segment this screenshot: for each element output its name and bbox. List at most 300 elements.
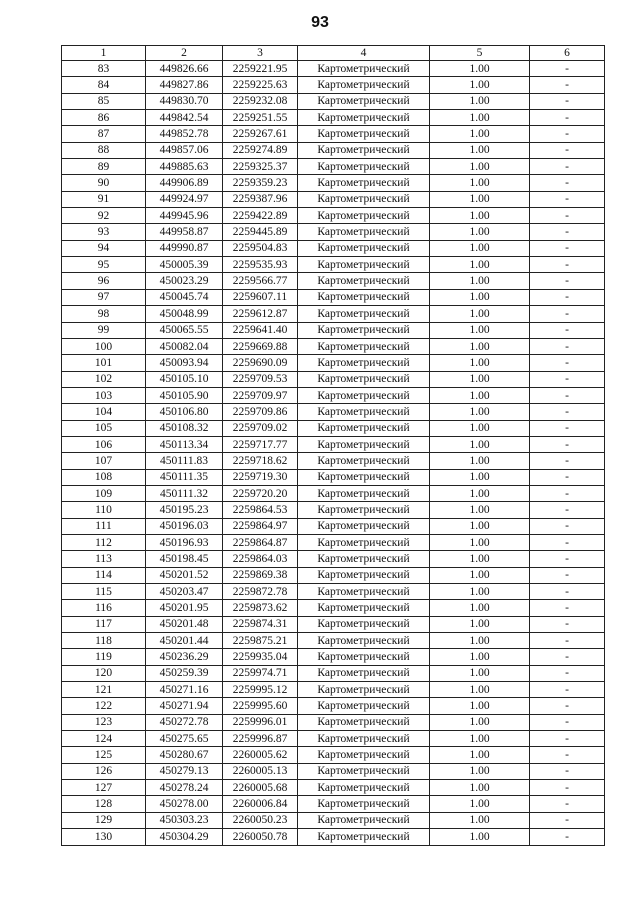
table-row [62, 306, 605, 322]
cell-x-coordinate: 449830.70 [146, 93, 223, 109]
table-row [62, 240, 605, 256]
cell-accuracy: 1.00 [430, 584, 530, 600]
cell-accuracy: 1.00 [430, 355, 530, 371]
table-row [62, 371, 605, 387]
cell-method: Картометрический [298, 273, 430, 289]
cell-method: Картометрический [298, 142, 430, 158]
cell-note: - [530, 289, 605, 305]
table-row [62, 796, 605, 812]
cell-method: Картометрический [298, 518, 430, 534]
cell-accuracy: 1.00 [430, 616, 530, 632]
cell-accuracy: 1.00 [430, 436, 530, 452]
table-row [62, 453, 605, 469]
cell-note: - [530, 126, 605, 142]
cell-x-coordinate: 450271.16 [146, 682, 223, 698]
cell-accuracy: 1.00 [430, 61, 530, 77]
cell-note: - [530, 453, 605, 469]
cell-note: - [530, 208, 605, 224]
cell-note: - [530, 469, 605, 485]
cell-note: - [530, 763, 605, 779]
cell-point-number: 120 [62, 665, 146, 681]
cell-accuracy: 1.00 [430, 747, 530, 763]
cell-note: - [530, 404, 605, 420]
cell-note: - [530, 518, 605, 534]
cell-note: - [530, 93, 605, 109]
cell-y-coordinate: 2259225.63 [223, 77, 298, 93]
cell-method: Картометрический [298, 420, 430, 436]
cell-x-coordinate: 450278.24 [146, 780, 223, 796]
coordinates-table [61, 45, 605, 846]
cell-accuracy: 1.00 [430, 420, 530, 436]
cell-point-number: 126 [62, 763, 146, 779]
cell-point-number: 101 [62, 355, 146, 371]
cell-x-coordinate: 449827.86 [146, 77, 223, 93]
cell-method: Картометрический [298, 812, 430, 828]
cell-x-coordinate: 449885.63 [146, 159, 223, 175]
cell-x-coordinate: 450259.39 [146, 665, 223, 681]
cell-note: - [530, 257, 605, 273]
cell-accuracy: 1.00 [430, 551, 530, 567]
table-row [62, 731, 605, 747]
cell-point-number: 119 [62, 649, 146, 665]
cell-y-coordinate: 2259422.89 [223, 208, 298, 224]
cell-y-coordinate: 2259612.87 [223, 306, 298, 322]
table-row [62, 191, 605, 207]
cell-method: Картометрический [298, 551, 430, 567]
cell-y-coordinate: 2260050.23 [223, 812, 298, 828]
cell-x-coordinate: 450105.10 [146, 371, 223, 387]
cell-note: - [530, 796, 605, 812]
cell-y-coordinate: 2259873.62 [223, 600, 298, 616]
table-row [62, 502, 605, 518]
cell-point-number: 124 [62, 731, 146, 747]
cell-method: Картометрический [298, 649, 430, 665]
cell-y-coordinate: 2259359.23 [223, 175, 298, 191]
cell-x-coordinate: 449958.87 [146, 224, 223, 240]
cell-y-coordinate: 2259504.83 [223, 240, 298, 256]
cell-point-number: 109 [62, 485, 146, 501]
cell-note: - [530, 420, 605, 436]
cell-note: - [530, 485, 605, 501]
cell-note: - [530, 600, 605, 616]
cell-accuracy: 1.00 [430, 273, 530, 289]
cell-accuracy: 1.00 [430, 812, 530, 828]
cell-x-coordinate: 450111.83 [146, 453, 223, 469]
cell-method: Картометрический [298, 126, 430, 142]
cell-y-coordinate: 2259669.88 [223, 338, 298, 354]
cell-point-number: 105 [62, 420, 146, 436]
cell-x-coordinate: 450272.78 [146, 714, 223, 730]
cell-accuracy: 1.00 [430, 306, 530, 322]
cell-x-coordinate: 449852.78 [146, 126, 223, 142]
cell-method: Картометрический [298, 110, 430, 126]
cell-point-number: 85 [62, 93, 146, 109]
cell-method: Картометрический [298, 191, 430, 207]
cell-x-coordinate: 450023.29 [146, 273, 223, 289]
cell-point-number: 103 [62, 387, 146, 403]
cell-note: - [530, 322, 605, 338]
cell-accuracy: 1.00 [430, 208, 530, 224]
table-row [62, 600, 605, 616]
cell-note: - [530, 355, 605, 371]
cell-accuracy: 1.00 [430, 567, 530, 583]
cell-y-coordinate: 2259566.77 [223, 273, 298, 289]
cell-point-number: 100 [62, 338, 146, 354]
cell-method: Картометрический [298, 633, 430, 649]
cell-accuracy: 1.00 [430, 224, 530, 240]
cell-y-coordinate: 2259690.09 [223, 355, 298, 371]
cell-note: - [530, 191, 605, 207]
cell-method: Картометрический [298, 453, 430, 469]
cell-method: Картометрический [298, 257, 430, 273]
cell-y-coordinate: 2259274.89 [223, 142, 298, 158]
cell-point-number: 111 [62, 518, 146, 534]
cell-accuracy: 1.00 [430, 469, 530, 485]
cell-y-coordinate: 2259869.38 [223, 567, 298, 583]
table-row [62, 665, 605, 681]
cell-method: Картометрический [298, 387, 430, 403]
cell-note: - [530, 780, 605, 796]
cell-note: - [530, 387, 605, 403]
cell-method: Картометрический [298, 714, 430, 730]
cell-point-number: 130 [62, 829, 146, 845]
cell-y-coordinate: 2259267.61 [223, 126, 298, 142]
cell-point-number: 106 [62, 436, 146, 452]
cell-note: - [530, 306, 605, 322]
cell-accuracy: 1.00 [430, 126, 530, 142]
cell-point-number: 121 [62, 682, 146, 698]
cell-x-coordinate: 450195.23 [146, 502, 223, 518]
cell-point-number: 125 [62, 747, 146, 763]
cell-method: Картометрический [298, 306, 430, 322]
cell-note: - [530, 240, 605, 256]
cell-point-number: 97 [62, 289, 146, 305]
cell-point-number: 116 [62, 600, 146, 616]
cell-note: - [530, 436, 605, 452]
cell-x-coordinate: 450304.29 [146, 829, 223, 845]
cell-y-coordinate: 2260005.62 [223, 747, 298, 763]
cell-point-number: 95 [62, 257, 146, 273]
cell-method: Картометрический [298, 371, 430, 387]
cell-note: - [530, 616, 605, 632]
table-row [62, 829, 605, 845]
cell-note: - [530, 224, 605, 240]
cell-y-coordinate: 2260006.84 [223, 796, 298, 812]
cell-point-number: 94 [62, 240, 146, 256]
cell-method: Картометрический [298, 780, 430, 796]
table-row [62, 404, 605, 420]
cell-accuracy: 1.00 [430, 665, 530, 681]
cell-y-coordinate: 2259996.01 [223, 714, 298, 730]
table-body [62, 61, 605, 846]
cell-point-number: 108 [62, 469, 146, 485]
cell-method: Картометрический [298, 61, 430, 77]
cell-note: - [530, 649, 605, 665]
cell-method: Картометрический [298, 436, 430, 452]
cell-note: - [530, 338, 605, 354]
cell-accuracy: 1.00 [430, 453, 530, 469]
cell-method: Картометрический [298, 240, 430, 256]
cell-x-coordinate: 450106.80 [146, 404, 223, 420]
cell-x-coordinate: 450196.93 [146, 534, 223, 550]
cell-accuracy: 1.00 [430, 387, 530, 403]
page-number: 93 [311, 14, 329, 31]
cell-x-coordinate: 450279.13 [146, 763, 223, 779]
cell-note: - [530, 77, 605, 93]
table-row [62, 420, 605, 436]
cell-accuracy: 1.00 [430, 534, 530, 550]
cell-accuracy: 1.00 [430, 191, 530, 207]
cell-y-coordinate: 2260050.78 [223, 829, 298, 845]
cell-x-coordinate: 450045.74 [146, 289, 223, 305]
cell-y-coordinate: 2259387.96 [223, 191, 298, 207]
cell-x-coordinate: 450105.90 [146, 387, 223, 403]
cell-y-coordinate: 2259719.30 [223, 469, 298, 485]
header-col-6: 6 [530, 46, 605, 61]
cell-x-coordinate: 450280.67 [146, 747, 223, 763]
cell-point-number: 88 [62, 142, 146, 158]
cell-point-number: 84 [62, 77, 146, 93]
cell-y-coordinate: 2259874.31 [223, 616, 298, 632]
table-row [62, 110, 605, 126]
cell-x-coordinate: 449924.97 [146, 191, 223, 207]
cell-point-number: 127 [62, 780, 146, 796]
cell-y-coordinate: 2259717.77 [223, 436, 298, 452]
cell-accuracy: 1.00 [430, 763, 530, 779]
cell-y-coordinate: 2259232.08 [223, 93, 298, 109]
cell-note: - [530, 829, 605, 845]
table-row [62, 61, 605, 77]
cell-accuracy: 1.00 [430, 485, 530, 501]
cell-point-number: 87 [62, 126, 146, 142]
cell-method: Картометрический [298, 502, 430, 518]
table-row [62, 289, 605, 305]
cell-accuracy: 1.00 [430, 142, 530, 158]
table-row [62, 698, 605, 714]
cell-note: - [530, 61, 605, 77]
cell-note: - [530, 159, 605, 175]
cell-note: - [530, 714, 605, 730]
table-row [62, 518, 605, 534]
cell-note: - [530, 731, 605, 747]
table-row [62, 355, 605, 371]
cell-accuracy: 1.00 [430, 796, 530, 812]
cell-y-coordinate: 2259995.60 [223, 698, 298, 714]
table-row [62, 763, 605, 779]
cell-note: - [530, 175, 605, 191]
table-row [62, 436, 605, 452]
cell-method: Картометрический [298, 829, 430, 845]
cell-point-number: 115 [62, 584, 146, 600]
cell-x-coordinate: 450082.04 [146, 338, 223, 354]
cell-y-coordinate: 2260005.13 [223, 763, 298, 779]
table-row [62, 93, 605, 109]
cell-accuracy: 1.00 [430, 77, 530, 93]
cell-accuracy: 1.00 [430, 600, 530, 616]
table-row [62, 714, 605, 730]
cell-accuracy: 1.00 [430, 371, 530, 387]
cell-y-coordinate: 2259875.21 [223, 633, 298, 649]
table-row [62, 142, 605, 158]
cell-note: - [530, 812, 605, 828]
cell-accuracy: 1.00 [430, 110, 530, 126]
cell-point-number: 118 [62, 633, 146, 649]
cell-point-number: 99 [62, 322, 146, 338]
table-row [62, 126, 605, 142]
cell-method: Картометрический [298, 600, 430, 616]
cell-point-number: 117 [62, 616, 146, 632]
cell-x-coordinate: 450201.52 [146, 567, 223, 583]
header-col-2: 2 [146, 46, 223, 61]
cell-method: Картометрический [298, 224, 430, 240]
cell-method: Картометрический [298, 567, 430, 583]
cell-x-coordinate: 450093.94 [146, 355, 223, 371]
cell-x-coordinate: 450278.00 [146, 796, 223, 812]
cell-method: Картометрический [298, 77, 430, 93]
cell-note: - [530, 502, 605, 518]
cell-point-number: 128 [62, 796, 146, 812]
cell-note: - [530, 584, 605, 600]
cell-accuracy: 1.00 [430, 714, 530, 730]
cell-note: - [530, 633, 605, 649]
cell-x-coordinate: 449826.66 [146, 61, 223, 77]
cell-y-coordinate: 2259221.95 [223, 61, 298, 77]
cell-method: Картометрический [298, 355, 430, 371]
cell-accuracy: 1.00 [430, 322, 530, 338]
table-header-row [62, 46, 605, 61]
table-row [62, 551, 605, 567]
cell-point-number: 114 [62, 567, 146, 583]
cell-point-number: 90 [62, 175, 146, 191]
cell-note: - [530, 534, 605, 550]
cell-y-coordinate: 2259935.04 [223, 649, 298, 665]
cell-note: - [530, 371, 605, 387]
cell-y-coordinate: 2259641.40 [223, 322, 298, 338]
cell-x-coordinate: 449990.87 [146, 240, 223, 256]
cell-point-number: 96 [62, 273, 146, 289]
cell-y-coordinate: 2259864.87 [223, 534, 298, 550]
cell-accuracy: 1.00 [430, 404, 530, 420]
cell-point-number: 98 [62, 306, 146, 322]
cell-method: Картометрический [298, 796, 430, 812]
table-row [62, 812, 605, 828]
cell-method: Картометрический [298, 616, 430, 632]
cell-method: Картометрический [298, 698, 430, 714]
cell-y-coordinate: 2259251.55 [223, 110, 298, 126]
header-col-5: 5 [430, 46, 530, 61]
cell-accuracy: 1.00 [430, 502, 530, 518]
cell-point-number: 107 [62, 453, 146, 469]
cell-point-number: 112 [62, 534, 146, 550]
cell-x-coordinate: 449857.06 [146, 142, 223, 158]
table-row [62, 322, 605, 338]
table-row [62, 780, 605, 796]
header-col-1: 1 [62, 46, 146, 61]
cell-y-coordinate: 2259720.20 [223, 485, 298, 501]
cell-x-coordinate: 450111.32 [146, 485, 223, 501]
cell-accuracy: 1.00 [430, 338, 530, 354]
cell-accuracy: 1.00 [430, 780, 530, 796]
cell-method: Картометрический [298, 159, 430, 175]
cell-y-coordinate: 2259995.12 [223, 682, 298, 698]
cell-y-coordinate: 2259709.97 [223, 387, 298, 403]
cell-note: - [530, 567, 605, 583]
table-row [62, 584, 605, 600]
cell-accuracy: 1.00 [430, 649, 530, 665]
table-row [62, 567, 605, 583]
cell-accuracy: 1.00 [430, 159, 530, 175]
cell-x-coordinate: 450203.47 [146, 584, 223, 600]
cell-point-number: 86 [62, 110, 146, 126]
table-row [62, 387, 605, 403]
table-row [62, 485, 605, 501]
cell-note: - [530, 747, 605, 763]
cell-x-coordinate: 450236.29 [146, 649, 223, 665]
cell-point-number: 110 [62, 502, 146, 518]
cell-point-number: 122 [62, 698, 146, 714]
cell-x-coordinate: 450201.95 [146, 600, 223, 616]
cell-point-number: 91 [62, 191, 146, 207]
cell-note: - [530, 110, 605, 126]
cell-y-coordinate: 2259709.53 [223, 371, 298, 387]
table-row [62, 159, 605, 175]
cell-x-coordinate: 450198.45 [146, 551, 223, 567]
cell-method: Картометрический [298, 289, 430, 305]
cell-x-coordinate: 450196.03 [146, 518, 223, 534]
cell-note: - [530, 698, 605, 714]
cell-y-coordinate: 2259445.89 [223, 224, 298, 240]
table-row [62, 224, 605, 240]
header-col-3: 3 [223, 46, 298, 61]
cell-point-number: 104 [62, 404, 146, 420]
cell-accuracy: 1.00 [430, 257, 530, 273]
cell-x-coordinate: 449945.96 [146, 208, 223, 224]
table-row [62, 77, 605, 93]
cell-accuracy: 1.00 [430, 829, 530, 845]
table-row [62, 175, 605, 191]
table-row [62, 257, 605, 273]
table-row [62, 208, 605, 224]
cell-x-coordinate: 450111.35 [146, 469, 223, 485]
cell-method: Картометрический [298, 469, 430, 485]
cell-point-number: 129 [62, 812, 146, 828]
table-row [62, 273, 605, 289]
cell-x-coordinate: 449906.89 [146, 175, 223, 191]
cell-x-coordinate: 450108.32 [146, 420, 223, 436]
cell-accuracy: 1.00 [430, 93, 530, 109]
table-row [62, 338, 605, 354]
cell-x-coordinate: 450201.44 [146, 633, 223, 649]
cell-point-number: 102 [62, 371, 146, 387]
cell-y-coordinate: 2259864.03 [223, 551, 298, 567]
cell-accuracy: 1.00 [430, 731, 530, 747]
cell-method: Картометрический [298, 338, 430, 354]
cell-x-coordinate: 449842.54 [146, 110, 223, 126]
cell-method: Картометрический [298, 404, 430, 420]
cell-note: - [530, 142, 605, 158]
cell-note: - [530, 665, 605, 681]
cell-x-coordinate: 450271.94 [146, 698, 223, 714]
table-row [62, 649, 605, 665]
cell-y-coordinate: 2259709.86 [223, 404, 298, 420]
cell-accuracy: 1.00 [430, 289, 530, 305]
cell-y-coordinate: 2259974.71 [223, 665, 298, 681]
cell-point-number: 123 [62, 714, 146, 730]
cell-accuracy: 1.00 [430, 518, 530, 534]
table-row [62, 747, 605, 763]
cell-point-number: 93 [62, 224, 146, 240]
cell-method: Картометрический [298, 747, 430, 763]
